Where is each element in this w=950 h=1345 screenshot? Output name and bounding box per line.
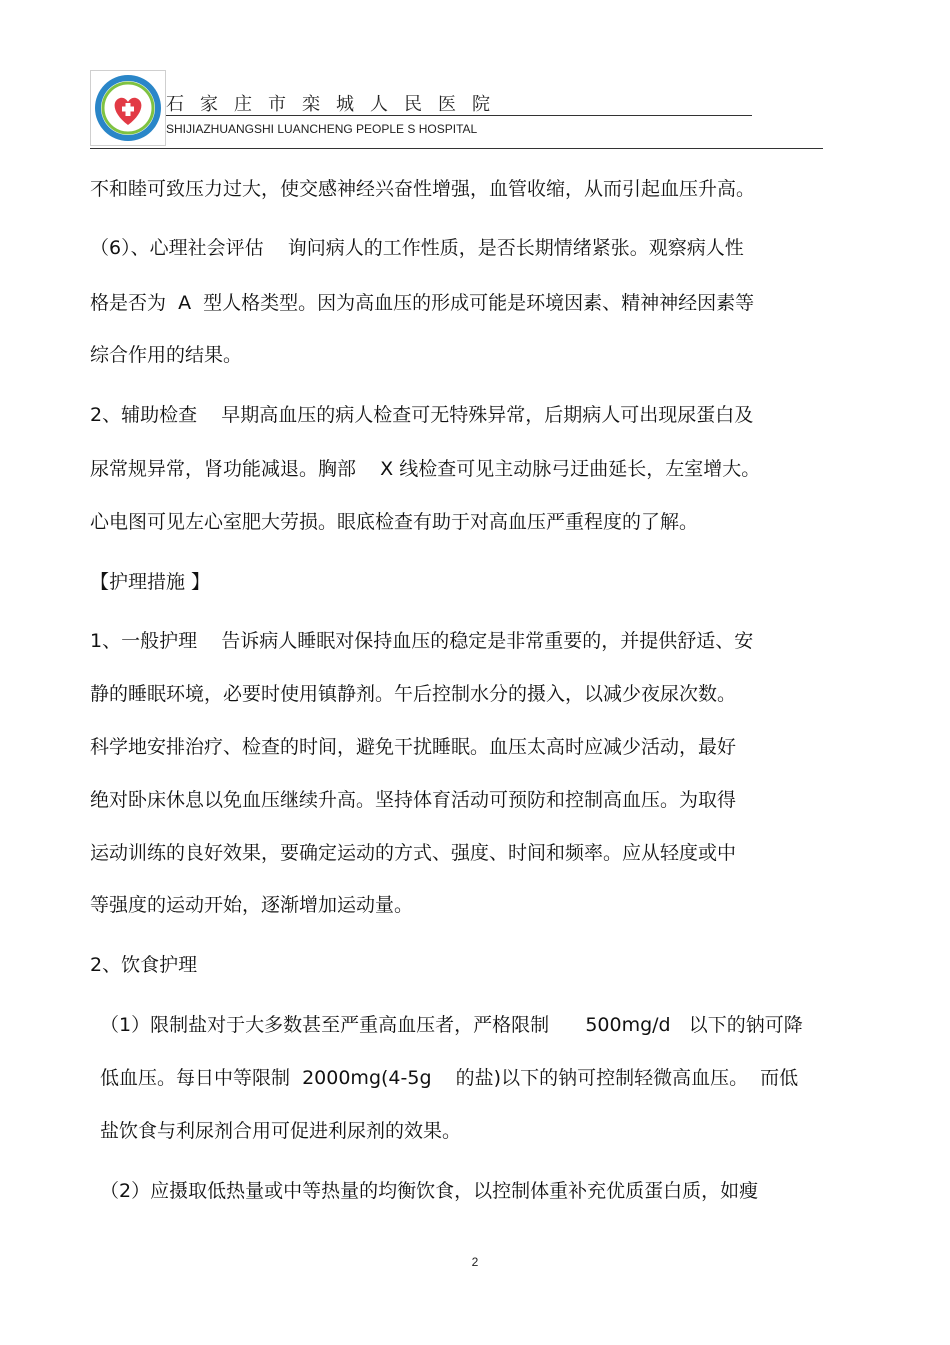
body-line: （2）应摄取低热量或中等热量的均衡饮食，以控制体重补充优质蛋白质，如瘦: [100, 1180, 759, 1202]
body-line: 运动训练的良好效果，要确定运动的方式、强度、时间和频率。应从轻度或中: [90, 842, 737, 864]
body-line: 盐饮食与利尿剂合用可促进利尿剂的效果。: [100, 1120, 462, 1142]
body-line: 尿常规异常，肾功能减退。胸部 X 线检查可见主动脉弓迂曲延长，左室增大。: [90, 458, 761, 480]
body-line: 心电图可见左心室肥大劳损。眼底检查有助于对高血压严重程度的了解。: [90, 511, 699, 533]
body-line: 不和睦可致压力过大，使交感神经兴奋性增强，血管收缩，从而引起血压升高。: [90, 178, 756, 200]
header-divider-long: [90, 148, 823, 149]
hospital-name-en: SHIJIAZHUANGSHI LUANCHENG PEOPLE S HOSPITAL: [166, 122, 478, 136]
hospital-logo: [90, 70, 166, 146]
section-heading: 【护理措施 】: [90, 571, 211, 593]
hospital-name-cn: 石家庄市栾城人民医院: [166, 94, 506, 115]
page-number: 2: [471, 1255, 479, 1269]
body-line: 格是否为 A 型人格类型。因为高血压的形成可能是环境因素、精神神经因素等: [90, 292, 755, 314]
body-line: 科学地安排治疗、检查的时间，避免干扰睡眠。血压太高时应减少活动，最好: [90, 736, 737, 758]
header-divider-short: [166, 115, 752, 116]
body-line: 绝对卧床休息以免血压继续升高。坚持体育活动可预防和控制高血压。为取得: [90, 789, 737, 811]
hospital-logo-icon: [91, 71, 165, 145]
body-line: （1）限制盐对于大多数甚至严重高血压者，严格限制 500mg/d 以下的钠可降: [100, 1014, 803, 1036]
subsection-heading: 2、饮食护理: [90, 954, 198, 976]
body-line: 1、一般护理 告诉病人睡眠对保持血压的稳定是非常重要的，并提供舒适、安: [90, 630, 754, 652]
body-line: （6）、心理社会评估 询问病人的工作性质，是否长期情绪紧张。观察病人性: [90, 237, 744, 259]
body-line: 低血压。每日中等限制 2000mg(4-5g 的盐)以下的钠可控制轻微高血压。 而低: [100, 1067, 799, 1089]
body-line: 综合作用的结果。: [90, 344, 243, 366]
body-line: 静的睡眠环境，必要时使用镇静剂。午后控制水分的摄入，以减少夜尿次数。: [90, 683, 737, 705]
body-line: 2、辅助检查 早期高血压的病人检查可无特殊异常，后期病人可出现尿蛋白及: [90, 404, 754, 426]
body-line: 等强度的运动开始，逐渐增加运动量。: [90, 894, 414, 916]
